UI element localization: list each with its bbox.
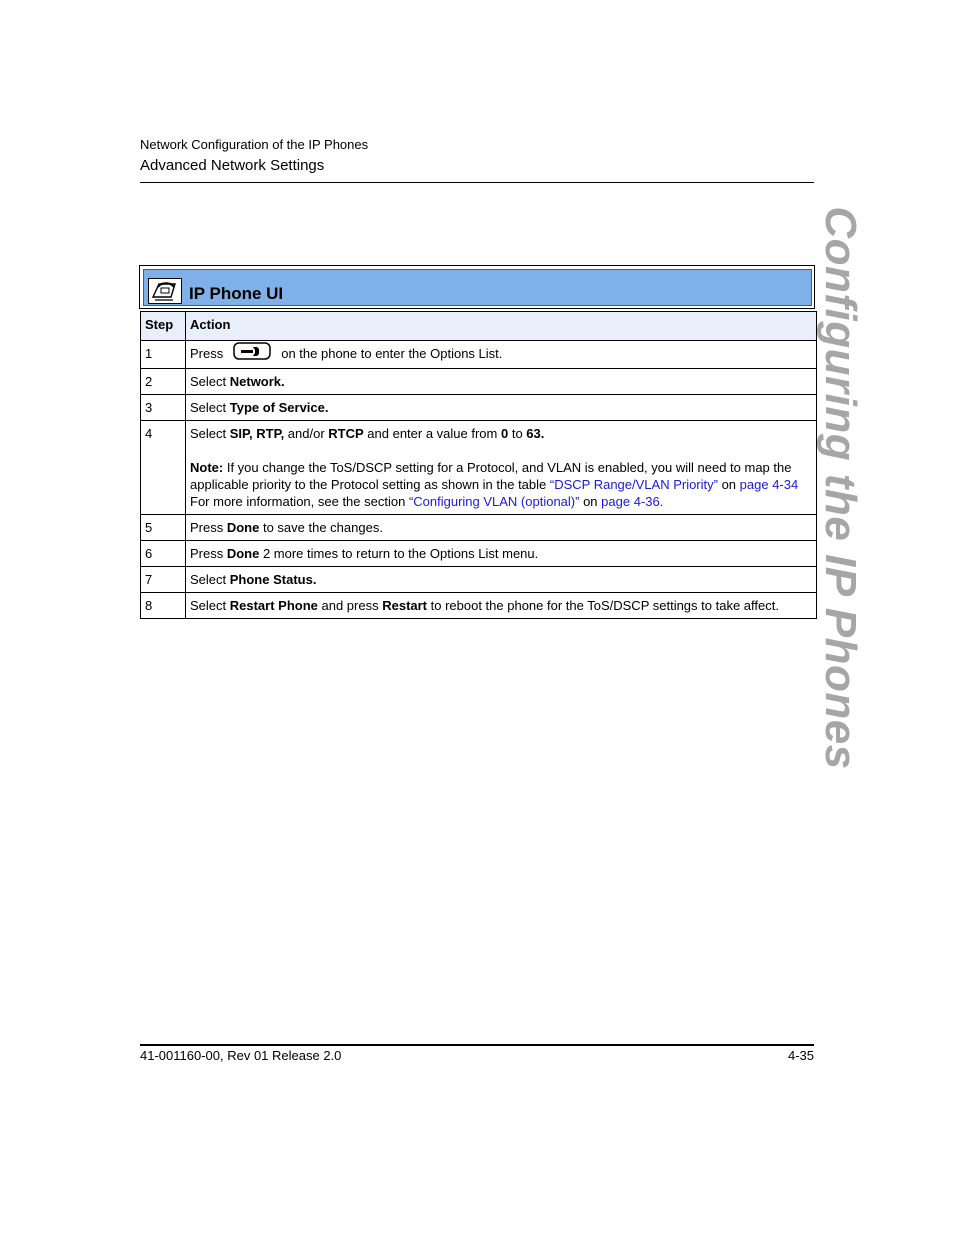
- column-header-action: Action: [186, 312, 817, 341]
- link-dscp-range-vlan-priority[interactable]: “DSCP Range/VLAN Priority”: [549, 477, 718, 493]
- chapter-side-title: Configuring the IP Phones: [816, 206, 865, 770]
- table-row: [141, 541, 817, 567]
- step-action: Press on the phone to enter the Options List.: [186, 341, 817, 369]
- column-header-step: Step: [141, 312, 186, 341]
- table-row: [141, 421, 817, 515]
- ip-phone-ui-banner: [139, 265, 815, 309]
- step-action: Select Type of Service.: [186, 395, 817, 421]
- phone-icon: [148, 278, 182, 304]
- step-number: 6: [141, 541, 186, 567]
- note-label: Note:: [190, 460, 224, 476]
- table-row: [141, 515, 817, 541]
- step-number: 2: [141, 369, 186, 395]
- document-id: 41-001160-00, Rev 01 Release 2.0: [140, 1048, 342, 1063]
- step-action: Press Done 2 more times to return to the Options List menu.: [186, 541, 817, 567]
- step-number: 8: [141, 593, 186, 619]
- step-action: Select Network.: [186, 369, 817, 395]
- link-page-4-36[interactable]: page 4-36: [601, 494, 660, 510]
- step-action: Select SIP, RTP, and/or RTCP and enter a value from 0 to 63. Note: If you change the ToS/DSCP setting for a Protocol, and VLAN is enabled, you will need to map the applicable priority to the Protocol setting as shown in the table “DSCP Range/VLAN Priority” on page 4-34 For more information, see the section “Configuring VLAN (optional)” on page 4-36.: [186, 421, 817, 515]
- link-configuring-vlan[interactable]: “Configuring VLAN (optional)”: [408, 494, 580, 510]
- table-row: [141, 341, 817, 369]
- page-number: 4-35: [787, 1048, 814, 1063]
- step-number: 3: [141, 395, 186, 421]
- header-divider: [140, 182, 814, 183]
- step-number: 7: [141, 567, 186, 593]
- note-paragraph: Note: If you change the ToS/DSCP setting for a Protocol, and VLAN is enabled, you will need to map the applicable priority to the Protocol setting as shown in the table “DSCP Range/VLAN Priority” on page 4-34 For more information, see the section “Configuring VLAN (optional)” on page 4-36.: [190, 460, 799, 510]
- step-number: 1: [141, 341, 186, 369]
- table-row: [141, 369, 817, 395]
- step-action: Select Phone Status.: [186, 567, 817, 593]
- running-header-chapter: Network Configuration of the IP Phones: [140, 137, 369, 152]
- step-action: Select Restart Phone and press Restart to reboot the phone for the ToS/DSCP settings to take affect.: [186, 593, 817, 619]
- procedure-table: [140, 311, 817, 619]
- table-row: [141, 395, 817, 421]
- step-action: Press Done to save the changes.: [186, 515, 817, 541]
- link-page-4-34[interactable]: page 4-34: [739, 477, 799, 493]
- running-header-section: Advanced Network Settings: [140, 157, 325, 174]
- table-header-row: [141, 312, 817, 341]
- table-row: [141, 567, 817, 593]
- step-number: 5: [141, 515, 186, 541]
- step-number: 4: [141, 421, 186, 515]
- table-row: [141, 593, 817, 619]
- banner-title: IP Phone UI: [189, 284, 284, 303]
- options-key-icon: [233, 342, 271, 364]
- footer-divider: [140, 1044, 814, 1046]
